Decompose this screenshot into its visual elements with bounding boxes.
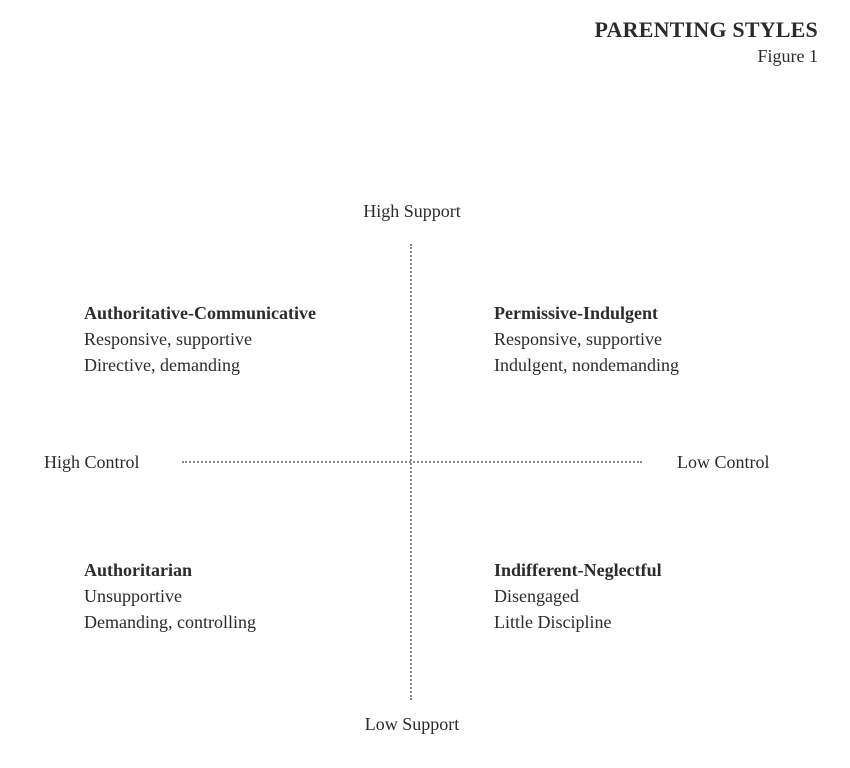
axis-label-high-control: High Control bbox=[44, 452, 140, 472]
axis-label-high-support: High Support bbox=[363, 201, 461, 221]
axis-label-low-support: Low Support bbox=[364, 714, 460, 734]
figure-number: Figure 1 bbox=[757, 46, 818, 66]
vertical-support-axis bbox=[410, 244, 412, 700]
quadrant-trait-2: Directive, demanding bbox=[84, 355, 240, 375]
quadrant-trait-2: Indulgent, nondemanding bbox=[494, 355, 679, 375]
horizontal-control-axis bbox=[182, 461, 642, 463]
quadrant-trait-2: Little Discipline bbox=[494, 612, 612, 632]
quadrant-trait-1: Responsive, supportive bbox=[84, 329, 252, 349]
axis-label-low-control: Low Control bbox=[677, 452, 770, 472]
quadrant-title: Authoritarian bbox=[84, 560, 192, 580]
quadrant-indifferent-neglectful bbox=[494, 557, 662, 635]
figure-title: PARENTING STYLES bbox=[594, 17, 818, 42]
quadrant-title: Authoritative-Communicative bbox=[84, 303, 316, 323]
quadrant-trait-1: Disengaged bbox=[494, 586, 579, 606]
quadrant-permissive-indulgent bbox=[494, 300, 679, 378]
quadrant-trait-2: Demanding, controlling bbox=[84, 612, 256, 632]
quadrant-trait-1: Responsive, supportive bbox=[494, 329, 662, 349]
figure-header bbox=[595, 16, 818, 68]
quadrant-authoritative-communicative bbox=[84, 300, 316, 378]
quadrant-title: Indifferent-Neglectful bbox=[494, 560, 662, 580]
quadrant-authoritarian bbox=[84, 557, 256, 635]
quadrant-trait-1: Unsupportive bbox=[84, 586, 182, 606]
quadrant-title: Permissive-Indulgent bbox=[494, 303, 658, 323]
